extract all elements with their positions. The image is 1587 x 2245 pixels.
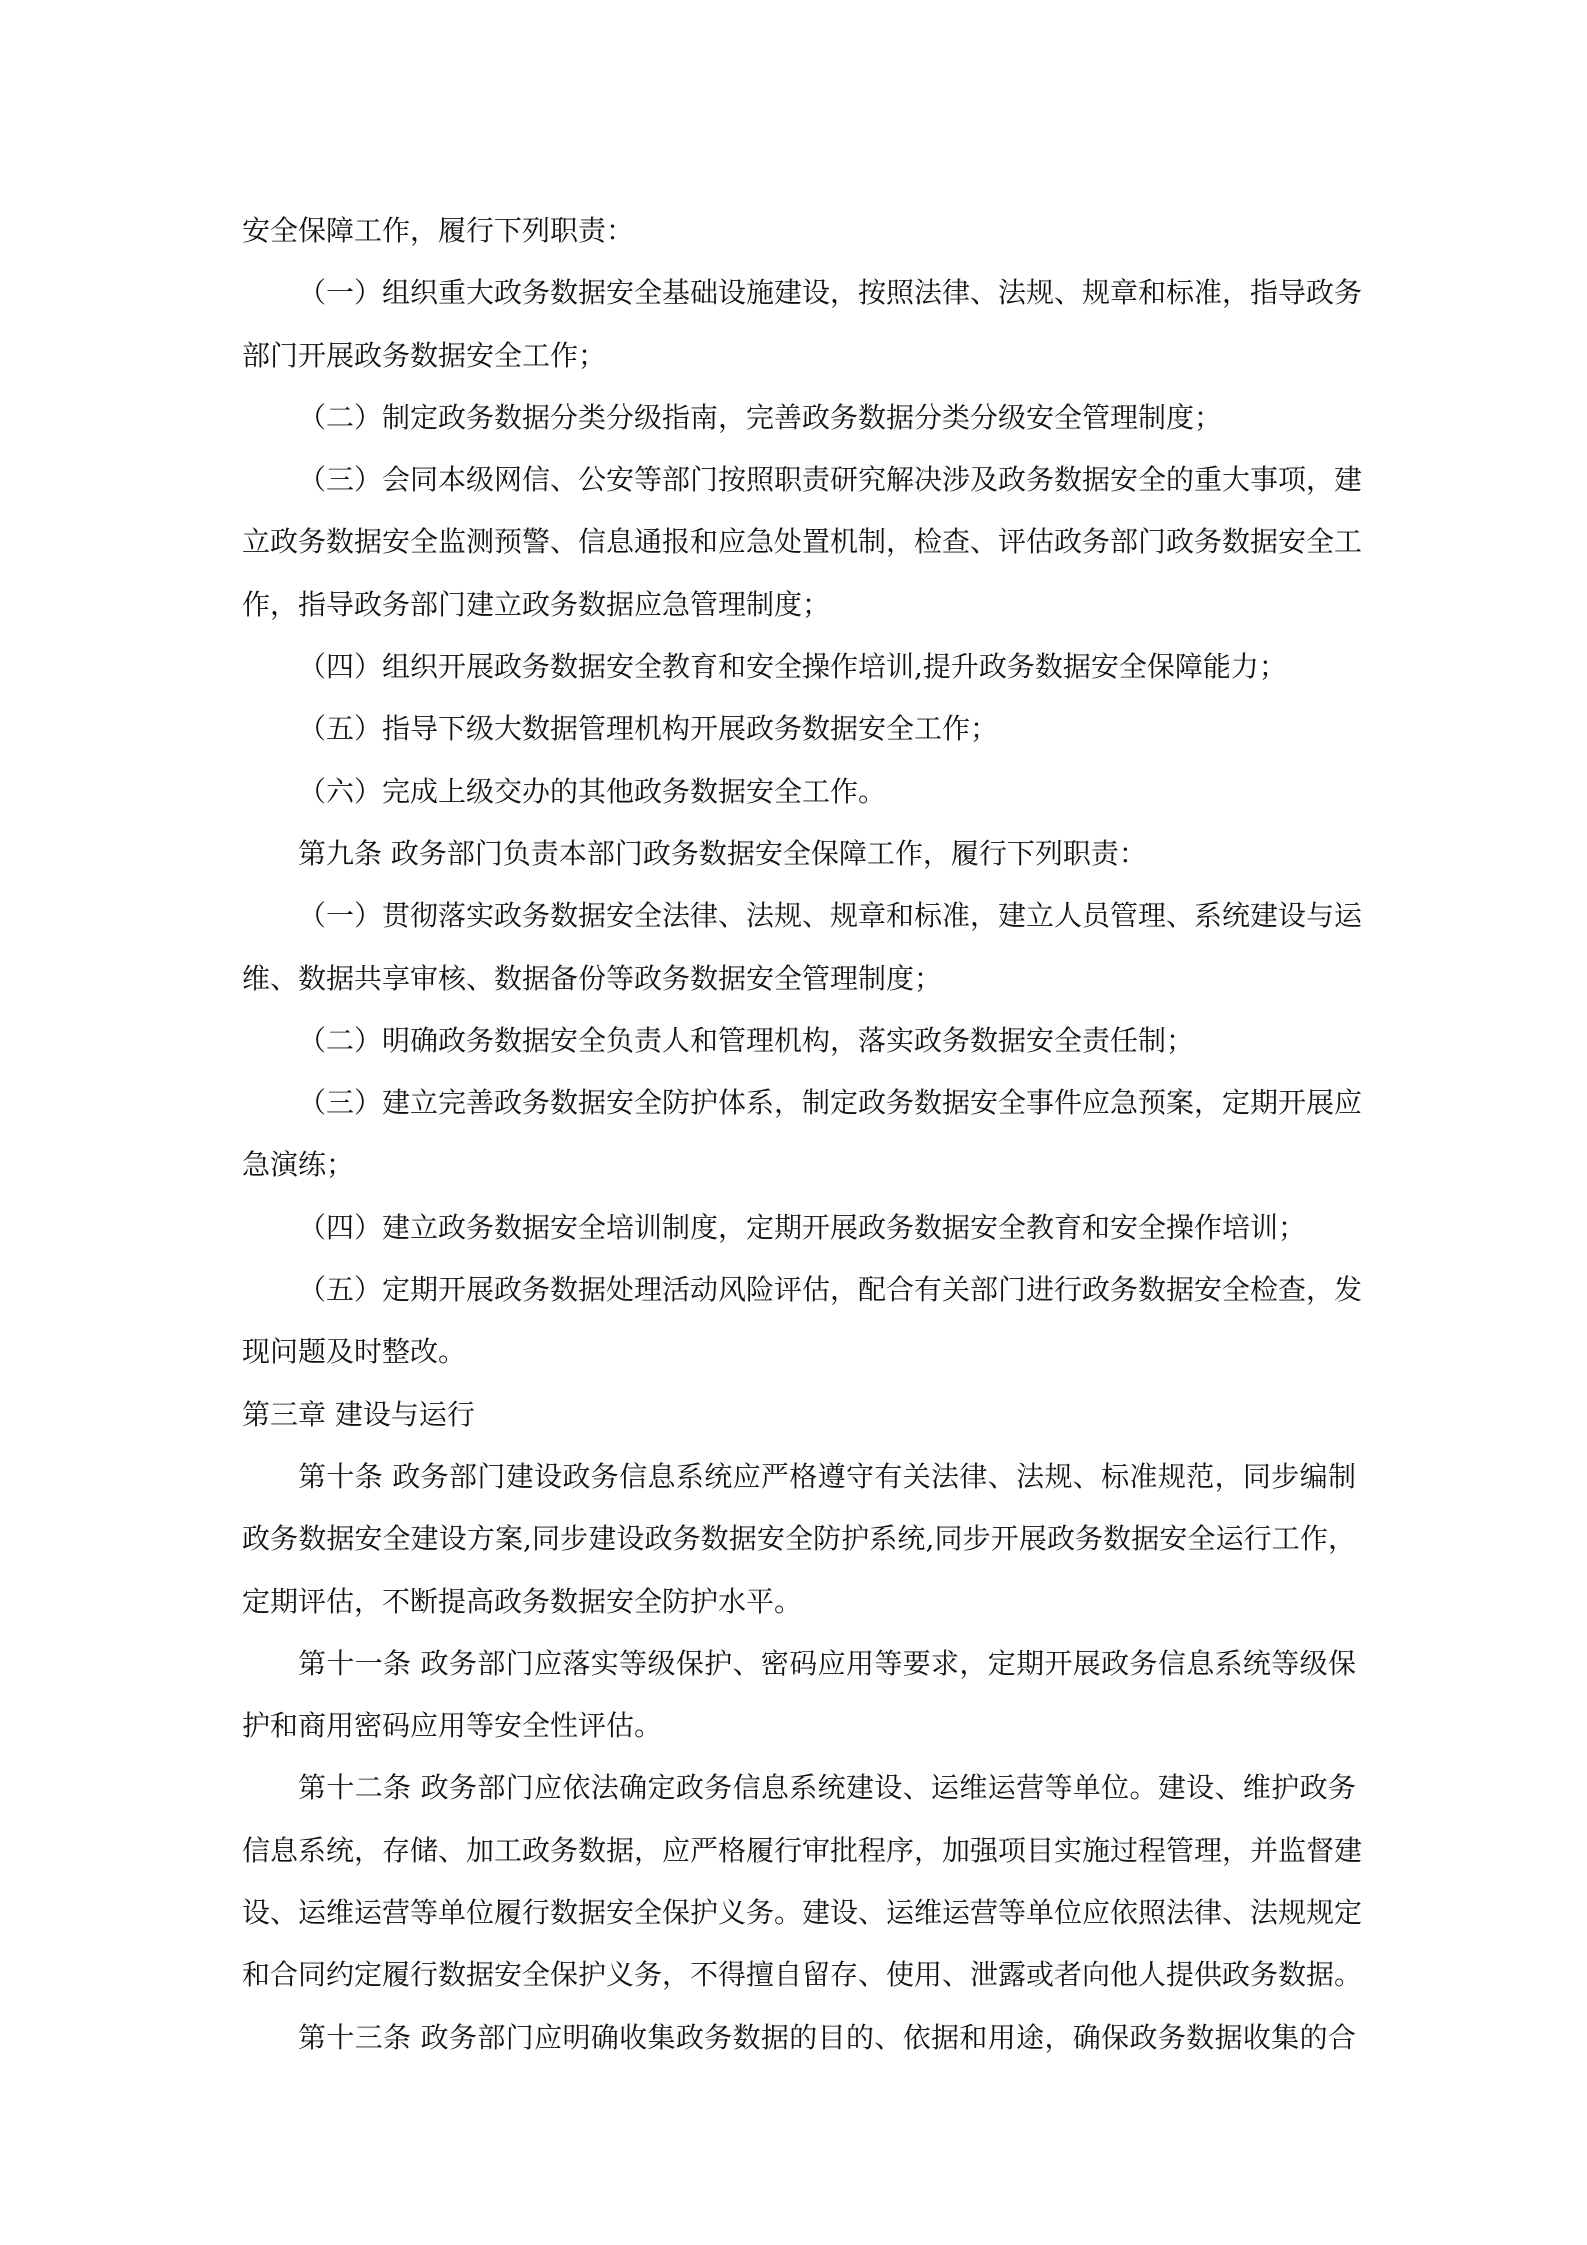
text-line: 急演练； bbox=[242, 1148, 355, 1182]
text-line: 第九条 政务部门负责本部门政务数据安全保障工作，履行下列职责： bbox=[298, 836, 1147, 870]
text-line: 立政务数据安全监测预警、信息通报和应急处置机制，检查、评估政务部门政务数据安全工 bbox=[242, 525, 1363, 559]
text-line: （一）组织重大政务数据安全基础设施建设，按照法律、法规、规章和标准，指导政务 bbox=[298, 276, 1363, 310]
text-line: （四）组织开展政务数据安全教育和安全操作培训,提升政务数据安全保障能力； bbox=[298, 650, 1287, 684]
text-line: 定期评估，不断提高政务数据安全防护水平。 bbox=[242, 1584, 803, 1618]
text-line: 和合同约定履行数据安全保护义务，不得擅自留存、使用、泄露或者向他人提供政务数据。 bbox=[242, 1958, 1363, 1992]
text-line: 设、运维运营等单位履行数据安全保护义务。建设、运维运营等单位应依照法律、法规规定 bbox=[242, 1896, 1363, 1930]
text-line: （一）贯彻落实政务数据安全法律、法规、规章和标准，建立人员管理、系统建设与运 bbox=[298, 899, 1363, 933]
text-line: （三）会同本级网信、公安等部门按照职责研究解决涉及政务数据安全的重大事项，建 bbox=[298, 463, 1363, 497]
text-line: （四）建立政务数据安全培训制度，定期开展政务数据安全教育和安全操作培训； bbox=[298, 1210, 1307, 1244]
text-line: 现问题及时整改。 bbox=[242, 1335, 467, 1369]
text-line: 第十三条 政务部门应明确收集政务数据的目的、依据和用途，确保政务数据收集的合 bbox=[298, 2020, 1356, 2054]
text-line: （二）明确政务数据安全负责人和管理机构，落实政务数据安全责任制； bbox=[298, 1023, 1195, 1057]
text-line: 政务数据安全建设方案,同步建设政务数据安全防护系统,同步开展政务数据安全运行工作， bbox=[242, 1522, 1356, 1556]
text-line: 第十一条 政务部门应落实等级保护、密码应用等要求，定期开展政务信息系统等级保 bbox=[298, 1646, 1356, 1680]
text-line: （六）完成上级交办的其他政务数据安全工作。 bbox=[298, 774, 887, 808]
chapter-heading: 第三章 建设与运行 bbox=[242, 1397, 475, 1431]
text-line: 安全保障工作，履行下列职责： bbox=[242, 214, 635, 247]
document-page bbox=[242, 200, 1363, 2069]
text-line: 第十二条 政务部门应依法确定政务信息系统建设、运维运营等单位。建设、维护政务 bbox=[298, 1771, 1356, 1805]
text-line: 部门开展政务数据安全工作； bbox=[242, 338, 607, 372]
text-line: （三）建立完善政务数据安全防护体系，制定政务数据安全事件应急预案，定期开展应 bbox=[298, 1086, 1363, 1120]
text-line: 第十条 政务部门建设政务信息系统应严格遵守有关法律、法规、标准规范，同步编制 bbox=[298, 1459, 1356, 1493]
text-line: （五）指导下级大数据管理机构开展政务数据安全工作； bbox=[298, 712, 999, 746]
text-line: （五）定期开展政务数据处理活动风险评估，配合有关部门进行政务数据安全检查，发 bbox=[298, 1273, 1363, 1307]
text-line: 作，指导政务部门建立政务数据应急管理制度； bbox=[242, 587, 831, 621]
text-line: （二）制定政务数据分类分级指南，完善政务数据分类分级安全管理制度； bbox=[298, 400, 1223, 434]
text-line: 维、数据共享审核、数据备份等政务数据安全管理制度； bbox=[242, 961, 943, 995]
text-line: 护和商用密码应用等安全性评估。 bbox=[242, 1709, 663, 1743]
text-line: 信息系统，存储、加工政务数据，应严格履行审批程序，加强项目实施过程管理，并监督建 bbox=[242, 1833, 1363, 1867]
